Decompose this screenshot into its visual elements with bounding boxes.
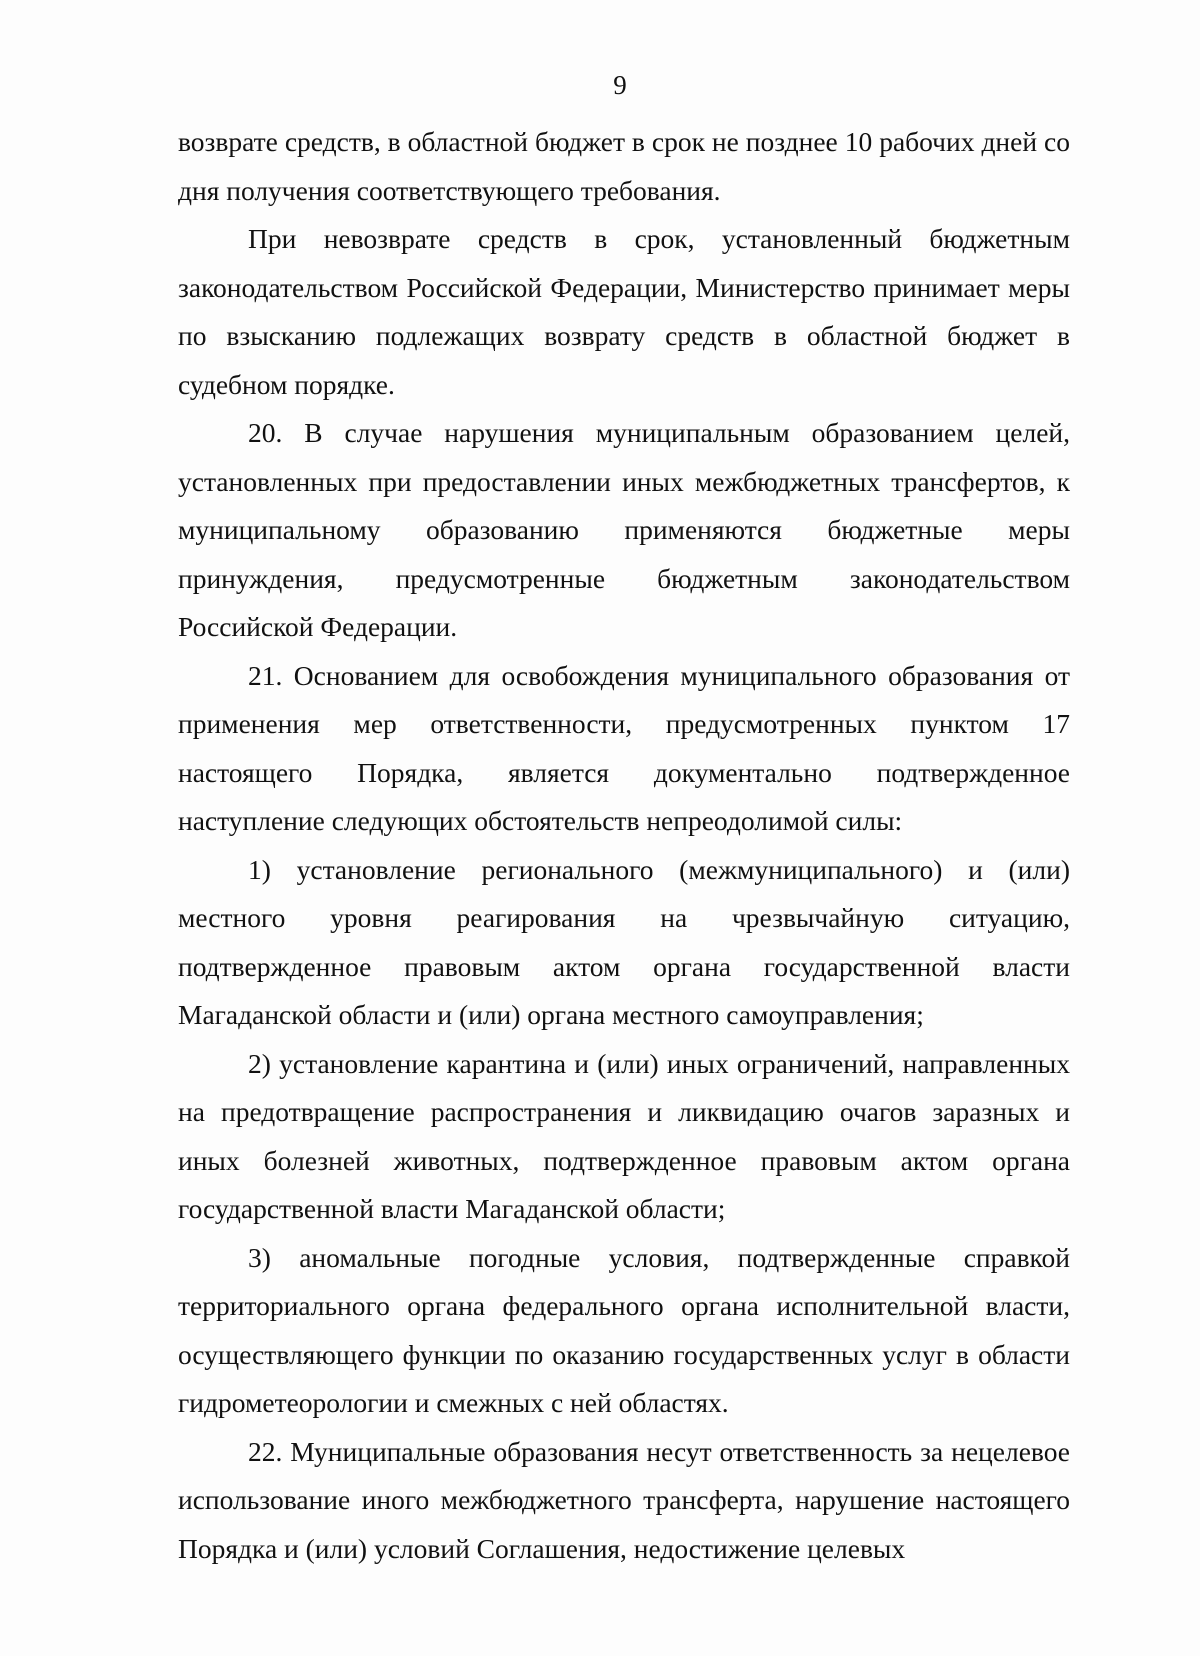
paragraph-item-21: 21. Основанием для освобождения муниципального образования от применения мер ответственности, предусмотренных пунктом 17 настоящего Порядка, является документально подтвержденное наступление следующих обстоятельств непреодолимой силы: [178, 659, 1070, 836]
paragraph-subitem-1: 1) установление регионального (межмуниципального) и (или) местного уровня реагирования на чрезвычайную ситуацию, подтвержденное правовым актом органа государственной власти Магаданской области и (или) органа местного самоуправления; [178, 853, 1070, 1030]
paragraph-continuation: возврате средств, в областной бюджет в срок не позднее 10 рабочих дней со дня получения соответствующего требования. [178, 126, 1070, 206]
document-body [178, 118, 1070, 1573]
page-number: 9 [613, 70, 627, 100]
paragraph-item-20: 20. В случае нарушения муниципальным образованием целей, установленных при предоставлении иных межбюджетных трансфертов, к муниципальному образованию применяются бюджетные меры принуждения, предусмотренные бюджетным законодательством Российской Федерации. [178, 417, 1070, 642]
paragraph-nonreturn-measures: При невозврате средств в срок, установленный бюджетным законодательством Российской Федерации, Министерство принимает меры по взысканию подлежащих возврату средств в областной бюджет в судебном порядке. [178, 223, 1070, 400]
paragraph-item-22: 22. Муниципальные образования несут ответственность за нецелевое использование иного межбюджетного трансферта, нарушение настоящего Порядка и (или) условий Соглашения, недостижение целевых [178, 1435, 1070, 1564]
paragraph-subitem-3: 3) аномальные погодные условия, подтвержденные справкой территориального органа федерального органа исполнительной власти, осуществляющего функции по оказанию государственных услуг в области гидрометеорологии и смежных с ней областях. [178, 1241, 1070, 1418]
paragraph-subitem-2: 2) установление карантина и (или) иных ограничений, направленных на предотвращение распространения и ликвидацию очагов заразных и иных болезней животных, подтвержденное правовым актом органа государственной власти Магаданской области; [178, 1047, 1070, 1224]
